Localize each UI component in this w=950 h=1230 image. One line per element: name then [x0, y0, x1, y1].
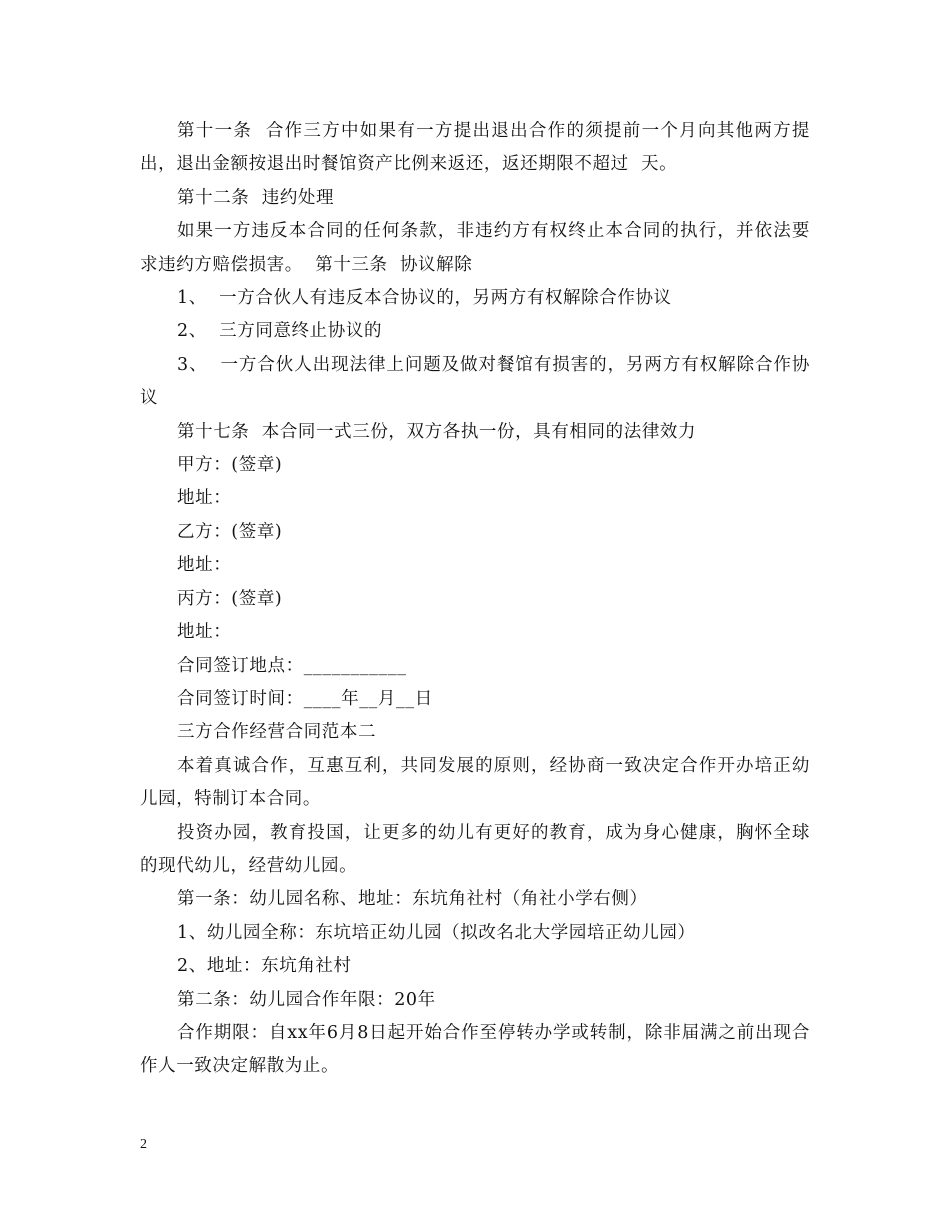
paragraph: 地址： — [177, 622, 232, 643]
paragraph: 合同签订时间：____年__月__日 — [177, 688, 433, 709]
paragraph: 第十一条 合作三方中如果有一方提出退出合作的须提前一个月向其他两方提出，退出金额按退出时餐馆资产比例来返还，返还期限不超过 天。 — [140, 121, 810, 175]
paragraph: 如果一方违反本合同的任何条款，非违约方有权终止本合同的执行，并依法要求违约方赔偿损害。 第十三条 协议解除 — [140, 221, 810, 275]
paragraph: 投资办园，教育投国，让更多的幼儿有更好的教育，成为身心健康，胸怀全球的现代幼儿，经营幼儿园。 — [140, 822, 810, 876]
paragraph: 本着真诚合作，互惠互利，共同发展的原则，经协商一致决定合作开办培正幼儿园，特制订本合同。 — [140, 755, 810, 810]
document-body — [140, 115, 810, 1084]
paragraph: 合同签订地点：___________ — [177, 655, 407, 676]
paragraph: 2、地址：东坑角社村 — [177, 956, 352, 977]
paragraph: 乙方：(签章) — [177, 521, 283, 542]
paragraph: 地址： — [177, 488, 232, 509]
page-number: 2 — [140, 1137, 147, 1152]
paragraph: 第十七条 本合同一式三份，双方各执一份，具有相同的法律效力 — [177, 421, 697, 442]
paragraph: 1、幼儿园全称：东坑培正幼儿园（拟改名北大学园培正幼儿园） — [177, 922, 696, 943]
paragraph: 丙方：(签章) — [177, 588, 283, 609]
paragraph: 地址： — [177, 555, 232, 576]
paragraph: 2、 三方同意终止协议的 — [177, 321, 383, 342]
paragraph: 第一条：幼儿园名称、地址：东坑角社村（角社小学右侧） — [177, 889, 648, 910]
paragraph: 合作期限：自xx年6月8日起开始合作至停转办学或转制，除非届满之前出现合作人一致决定解散为止。 — [140, 1022, 810, 1077]
paragraph: 1、 一方合伙人有违反本合协议的，另两方有权解除合作协议 — [177, 288, 672, 309]
paragraph: 甲方：(签章) — [177, 455, 283, 476]
paragraph: 第十二条 违约处理 — [177, 187, 335, 208]
paragraph: 3、 一方合伙人出现法律上问题及做对餐馆有损害的，另两方有权解除合作协议 — [140, 354, 810, 409]
paragraph: 第二条：幼儿园合作年限：20年 — [177, 989, 436, 1010]
section-heading: 三方合作经营合同范本二 — [177, 722, 377, 743]
